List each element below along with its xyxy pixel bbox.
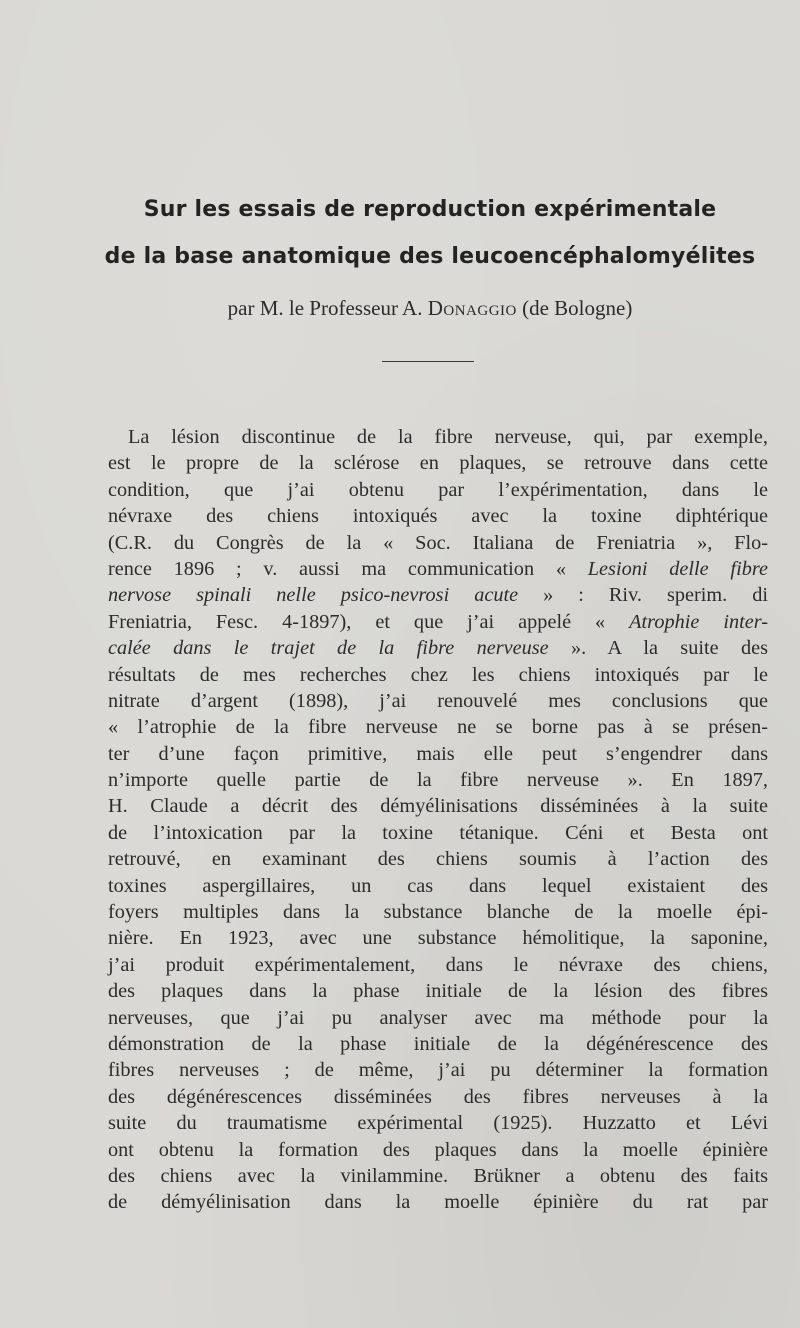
article-title-line-1: Sur les essais de reproduction expérimentale <box>143 197 717 222</box>
text-segment: La lésion discontinue de la fibre nerveuse, qui, par exemple, <box>128 426 768 448</box>
title-divider <box>382 361 474 362</box>
text-line <box>108 662 768 688</box>
text-line <box>108 741 768 767</box>
text-segment: ». A la suite des <box>548 637 768 660</box>
text-line <box>108 793 768 819</box>
text-line <box>108 582 768 608</box>
text-segment: toxines aspergillaires, un cas dans lequel existaient des <box>108 874 768 897</box>
text-segment: n’importe quelle partie de la fibre nerveuse ». En 1897, <box>108 769 768 792</box>
text-line <box>108 1005 768 1031</box>
text-segment: H. Claude a décrit des démyélinisations disséminées à la suite <box>108 795 768 818</box>
text-segment: nerveuses, que j’ai pu analyser avec ma méthode pour la <box>108 1006 768 1029</box>
text-segment: est le propre de la sclérose en plaques, se retrouve dans cette <box>108 452 768 475</box>
text-line <box>108 767 768 793</box>
text-segment: « l’atrophie de la fibre nerveuse ne se borne pas à se présen- <box>108 716 768 739</box>
text-line <box>108 477 768 503</box>
text-line <box>108 1189 768 1215</box>
text-line <box>108 424 768 450</box>
text-segment: ter d’une façon primitive, mais elle peut s’engendrer dans <box>108 742 768 765</box>
text-segment: condition, que j’ai obtenu par l’expérimentation, dans le <box>108 478 768 501</box>
text-line <box>108 1163 768 1189</box>
text-segment: résultats de mes recherches chez les chiens intoxiqués par le <box>108 663 768 686</box>
text-segment: suite du traumatisme expérimental (1925). Huzzatto et Lévi <box>108 1112 768 1135</box>
text-segment: de l’intoxication par la toxine tétanique. Céni et Besta ont <box>108 821 768 844</box>
text-line <box>108 503 768 529</box>
text-segment: Freniatria, Fesc. 4-1897), et que j’ai appelé « <box>108 610 630 633</box>
author-name: Donaggio <box>427 296 517 320</box>
text-line <box>108 714 768 740</box>
text-line <box>108 820 768 846</box>
text-segment: démonstration de la phase initiale de la dégénérescence des <box>108 1032 768 1055</box>
text-line <box>108 450 768 476</box>
text-segment: rence 1896 ; v. aussi ma communication « <box>108 557 588 580</box>
text-segment: (C.R. du Congrès de la « Soc. Italiana de Freniatria », Flo- <box>108 531 768 554</box>
text-segment: retrouvé, en examinant des chiens soumis à l’action des <box>108 848 768 871</box>
text-segment: nière. En 1923, avec une substance hémolitique, la saponine, <box>108 927 768 950</box>
text-line <box>108 899 768 925</box>
text-segment: des chiens avec la vinilammine. Brükner a obtenu des faits <box>108 1164 768 1187</box>
text-segment: fibres nerveuses ; de même, j’ai pu déterminer la formation <box>108 1059 768 1082</box>
text-segment: nitrate d’argent (1898), j’ai renouvelé mes conclusions que <box>108 689 768 712</box>
byline-prefix: par M. le Professeur A. <box>227 296 428 320</box>
text-line <box>108 1057 768 1083</box>
text-line <box>108 846 768 872</box>
text-line <box>108 530 768 556</box>
author-byline <box>90 296 770 321</box>
article-title-line-2: de la base anatomique des leucoencéphalomyélites <box>104 244 756 269</box>
italic-citation: calée dans le trajet de la fibre nerveuse <box>108 637 549 660</box>
text-segment: ont obtenu la formation des plaques dans la moelle épinière <box>108 1138 768 1161</box>
byline-suffix: (de Bologne) <box>516 296 633 320</box>
text-segment: foyers multiples dans la substance blanche de la moelle épi- <box>108 901 768 924</box>
italic-citation: Atrophie inter- <box>629 610 768 633</box>
text-segment: » : Riv. sperim. di <box>518 584 769 607</box>
text-line <box>108 978 768 1004</box>
text-segment: des dégénérescences disséminées des fibres nerveuses à la <box>108 1085 768 1108</box>
text-line <box>108 1110 768 1136</box>
text-line <box>108 952 768 978</box>
text-line <box>108 635 768 661</box>
text-line <box>108 1031 768 1057</box>
text-segment: névraxe des chiens intoxiqués avec la toxine diphtérique <box>108 505 768 528</box>
text-line <box>108 556 768 582</box>
italic-citation: Lesioni delle fibre <box>587 557 768 580</box>
text-line <box>108 609 768 635</box>
text-segment: des plaques dans la phase initiale de la lésion des fibres <box>108 980 768 1003</box>
text-line <box>108 873 768 899</box>
text-line <box>108 688 768 714</box>
text-segment: de démyélinisation dans la moelle épinière du rat par <box>108 1191 768 1214</box>
text-line <box>108 925 768 951</box>
italic-citation: nervose spinali nelle psico-nevrosi acute <box>108 584 519 607</box>
text-line <box>108 1137 768 1163</box>
text-segment: j’ai produit expérimentalement, dans le névraxe des chiens, <box>108 953 768 976</box>
text-line <box>108 1084 768 1110</box>
body-paragraph <box>108 424 768 1216</box>
